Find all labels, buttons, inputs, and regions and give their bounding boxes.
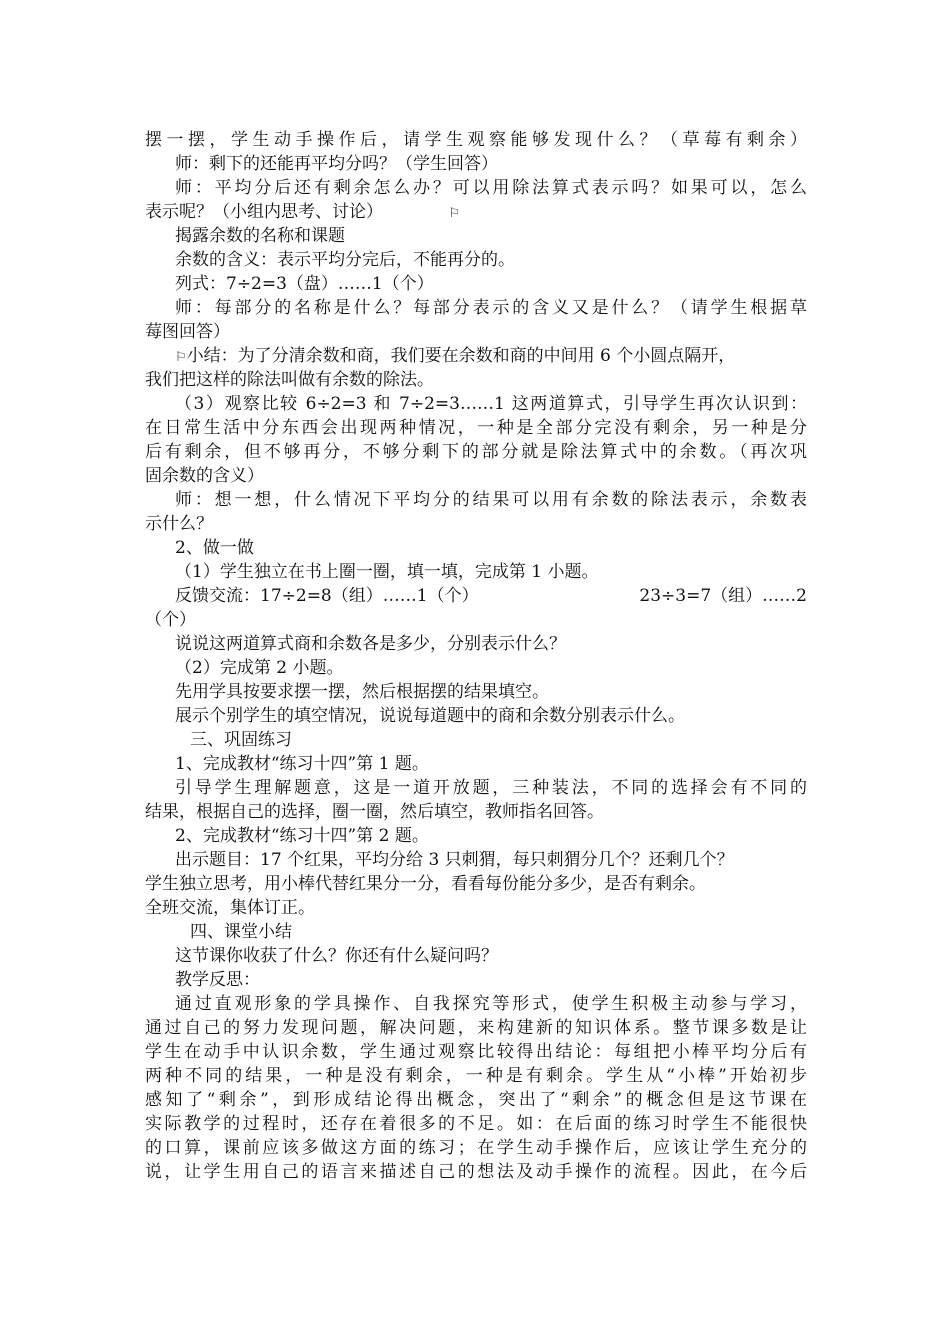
text-line [175, 344, 807, 368]
text-line: 固余数的含义） [145, 466, 264, 486]
text-line: 1、完成教材“练习十四”第 1 题。 [175, 754, 429, 774]
text-line: 列式：7÷2=3（盘）……1（个） [175, 274, 434, 294]
text-line: 2、完成教材“练习十四”第 2 题。 [175, 826, 429, 846]
text-span: 反馈交流：17÷2=8（组）……1（个） [175, 586, 479, 606]
text-line: 学生在动手中认识余数，学生通过观察比较得出结论：每组把小棒平均分后有 [145, 1042, 807, 1062]
text-line: 示什么？ [145, 514, 213, 534]
text-line: （1）学生独立在书上圈一圈，填一填，完成第 1 小题。 [175, 562, 599, 582]
text-line: 感知了“剩余”，到形成结论得出概念，突出了“剩余”的概念但是这节课在 [145, 1090, 807, 1110]
flag-icon[interactable]: ⚐ [448, 206, 461, 221]
section-heading: 三、巩固练习 [190, 730, 292, 750]
flag-icon[interactable]: ⚐ [175, 350, 187, 365]
text-line: 师：剩下的还能再平均分吗？（学生回答） [175, 154, 498, 174]
text-line: 引导学生理解题意，这是一道开放题，三种装法，不同的选择会有不同的 [175, 778, 807, 798]
text-line: 实际教学的过程时，还存在着很多的不足。如：在后面的练习时学生不能很快 [145, 1114, 807, 1134]
text-span: 表示呢？（小组内思考、讨论） [145, 202, 383, 222]
text-line: 全班交流，集体订正。 [145, 898, 315, 918]
text-line: 展示个别学生的填空情况，说说每道题中的商和余数分别表示什么。 [175, 706, 685, 726]
text-span: 小结：为了分清余数和商，我们要在余数和商的中间用 6 个小圆点隔开， [186, 346, 736, 366]
text-line: （2）完成第 2 小题。 [175, 658, 344, 678]
section-heading: 四、课堂小结 [190, 922, 292, 942]
text-line: 后有剩余，但不够再分，不够分剩下的部分就是除法算式中的余数。（再次巩 [145, 442, 807, 462]
text-line: 师：想一想，什么情况下平均分的结果可以用有余数的除法表示，余数表 [175, 490, 807, 510]
text-line: （3）观察比较 6÷2=3 和 7÷2=3……1 这两道算式，引导学生再次认识到： [175, 394, 807, 414]
text-line: 说说这两道算式商和余数各是多少，分别表示什么？ [175, 634, 566, 654]
text-line: 学生独立思考，用小棒代替红果分一分，看看每份能分多少，是否有剩余。 [145, 874, 706, 894]
text-line: 余数的含义：表示平均分完后，不能再分的。 [175, 250, 515, 270]
text-line: 先用学具按要求摆一摆，然后根据摆的结果填空。 [175, 682, 549, 702]
text-line: 师：平均分后还有剩余怎么办？可以用除法算式表示吗？如果可以，怎么 [175, 178, 807, 198]
text-line: 揭露余数的名称和课题 [175, 226, 345, 246]
text-line: 我们把这样的除法叫做有余数的除法。 [145, 370, 434, 390]
text-line: 这节课你收获了什么？你还有什么疑问吗？ [175, 946, 498, 966]
section-heading: 2、做一做 [175, 538, 254, 558]
section-heading: 教学反思： [175, 970, 260, 990]
text-line: 通过自己的努力发现问题，解决问题，来构建新的知识体系。整节课多数是让 [145, 1018, 807, 1038]
text-line: 结果，根据自己的选择，圈一圈，然后填空，教师指名回答。 [145, 802, 604, 822]
text-line: （个） [145, 610, 196, 630]
text-line: 师：每部分的名称是什么？每部分表示的含义又是什么？（请学生根据草 [175, 298, 807, 318]
text-line: 摆一摆，学生动手操作后，请学生观察能够发现什么？（草莓有剩余） [145, 130, 807, 150]
text-line [145, 200, 807, 224]
text-line: 的口算，课前应该多做这方面的练习；在学生动手操作后，应该让学生充分的 [145, 1138, 807, 1158]
text-line: 在日常生活中分东西会出现两种情况，一种是全部分完没有剩余，另一种是分 [145, 418, 807, 438]
text-line: 两种不同的结果，一种是没有剩余，一种是有剩余。学生从“小棒”开始初步 [145, 1066, 807, 1086]
text-line: 说，让学生用自己的语言来描述自己的想法及动手操作的流程。因此，在今后 [145, 1162, 807, 1182]
text-line: 莓图回答） [145, 322, 230, 342]
text-line: 出示题目：17 个红果，平均分给 3 只刺猬，每只刺猬分几个？还剩几个？ [175, 850, 734, 870]
text-span: 23÷3=7（组）……2 [639, 586, 807, 606]
text-line: 通过直观形象的学具操作、自我探究等形式，使学生积极主动参与学习， [175, 994, 807, 1014]
